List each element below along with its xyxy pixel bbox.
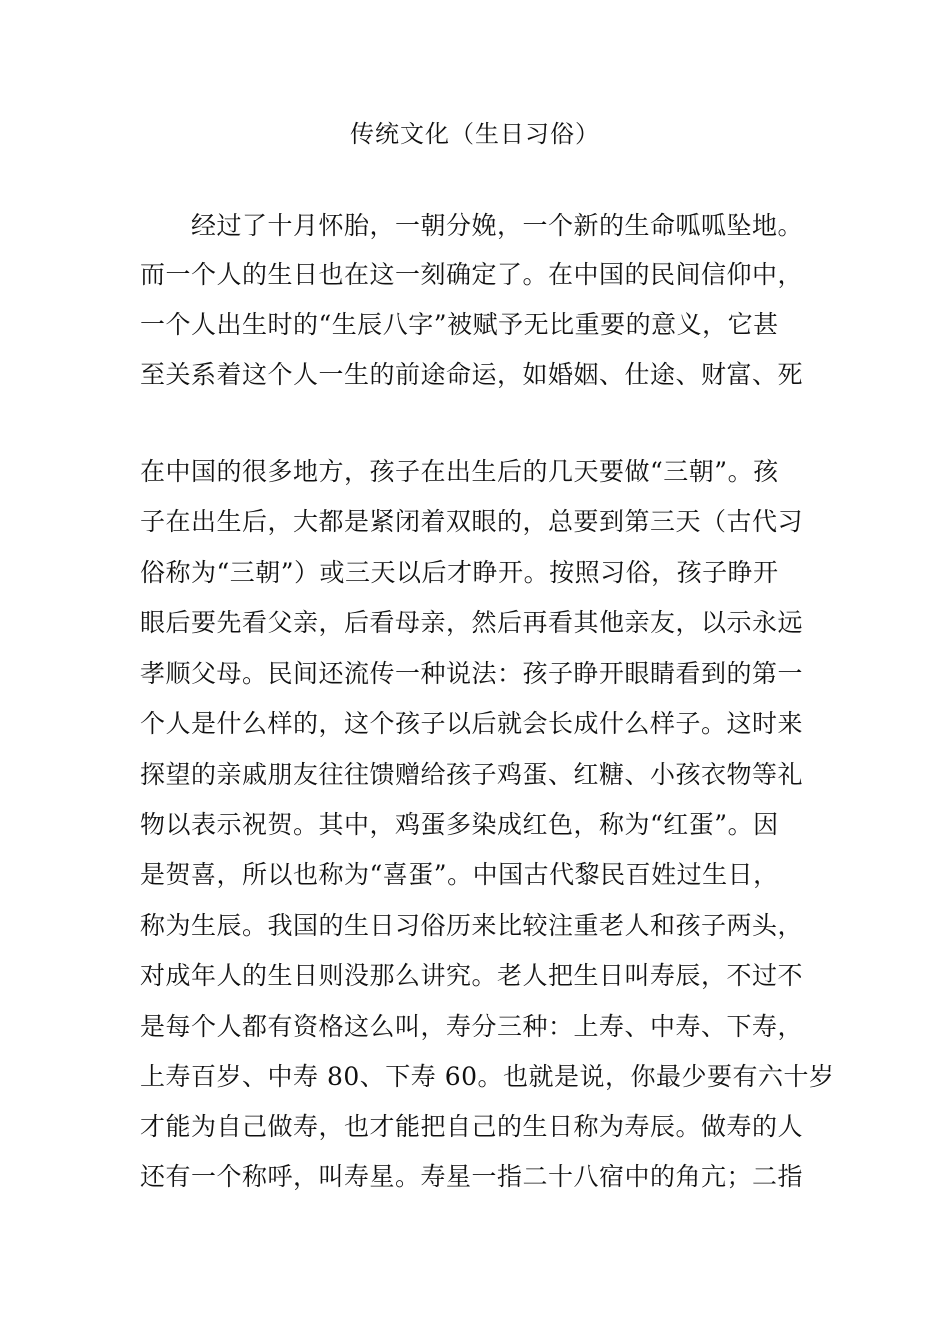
text-line: 对成年人的生日则没那么讲究。老人把生日叫寿辰，不过不 <box>140 961 804 990</box>
text-line: 物以表示祝贺。其中，鸡蛋多染成红色，称为“红蛋”。因 <box>140 810 779 839</box>
text-line: 一个人出生时的“生辰八字”被赋予无比重要的意义，它甚 <box>140 310 779 339</box>
text-line: 才能为自己做寿，也才能把自己的生日称为寿辰。做寿的人 <box>140 1112 804 1141</box>
text-line: 上寿百岁、中寿 80、下寿 60。也就是说，你最少要有六十岁 <box>140 1062 835 1091</box>
text-line: 称为生辰。我国的生日习俗历来比较注重老人和孩子两头， <box>140 911 804 940</box>
text-line: 而一个人的生日也在这一刻确定了。在中国的民间信仰中， <box>140 260 804 289</box>
text-line: 是贺喜，所以也称为“喜蛋”。中国古代黎民百姓过生日， <box>140 860 779 889</box>
text-line: 至关系着这个人一生的前途命运，如婚姻、仕途、财富、死 <box>140 360 804 389</box>
document-title: 传统文化（生日习俗） <box>350 120 600 148</box>
text-line: 探望的亲戚朋友往往馈赠给孩子鸡蛋、红糖、小孩衣物等礼 <box>140 760 804 789</box>
text-line: 俗称为“三朝”）或三天以后才睁开。按照习俗，孩子睁开 <box>140 558 779 587</box>
text-line: 是每个人都有资格这么叫，寿分三种：上寿、中寿、下寿， <box>140 1012 804 1041</box>
text-line: 在中国的很多地方，孩子在出生后的几天要做“三朝”。孩 <box>140 457 779 486</box>
text-line: 子在出生后，大都是紧闭着双眼的，总要到第三天（古代习 <box>140 507 804 536</box>
text-line: 经过了十月怀胎，一朝分娩，一个新的生命呱呱坠地。 <box>140 211 804 240</box>
text-line: 孝顺父母。民间还流传一种说法：孩子睁开眼睛看到的第一 <box>140 659 804 688</box>
text-line: 还有一个称呼，叫寿星。寿星一指二十八宿中的角亢；二指 <box>140 1162 804 1191</box>
text-line: 个人是什么样的，这个孩子以后就会长成什么样子。这时来 <box>140 709 804 738</box>
text-line: 眼后要先看父亲，后看母亲，然后再看其他亲友，以示永远 <box>140 608 804 637</box>
